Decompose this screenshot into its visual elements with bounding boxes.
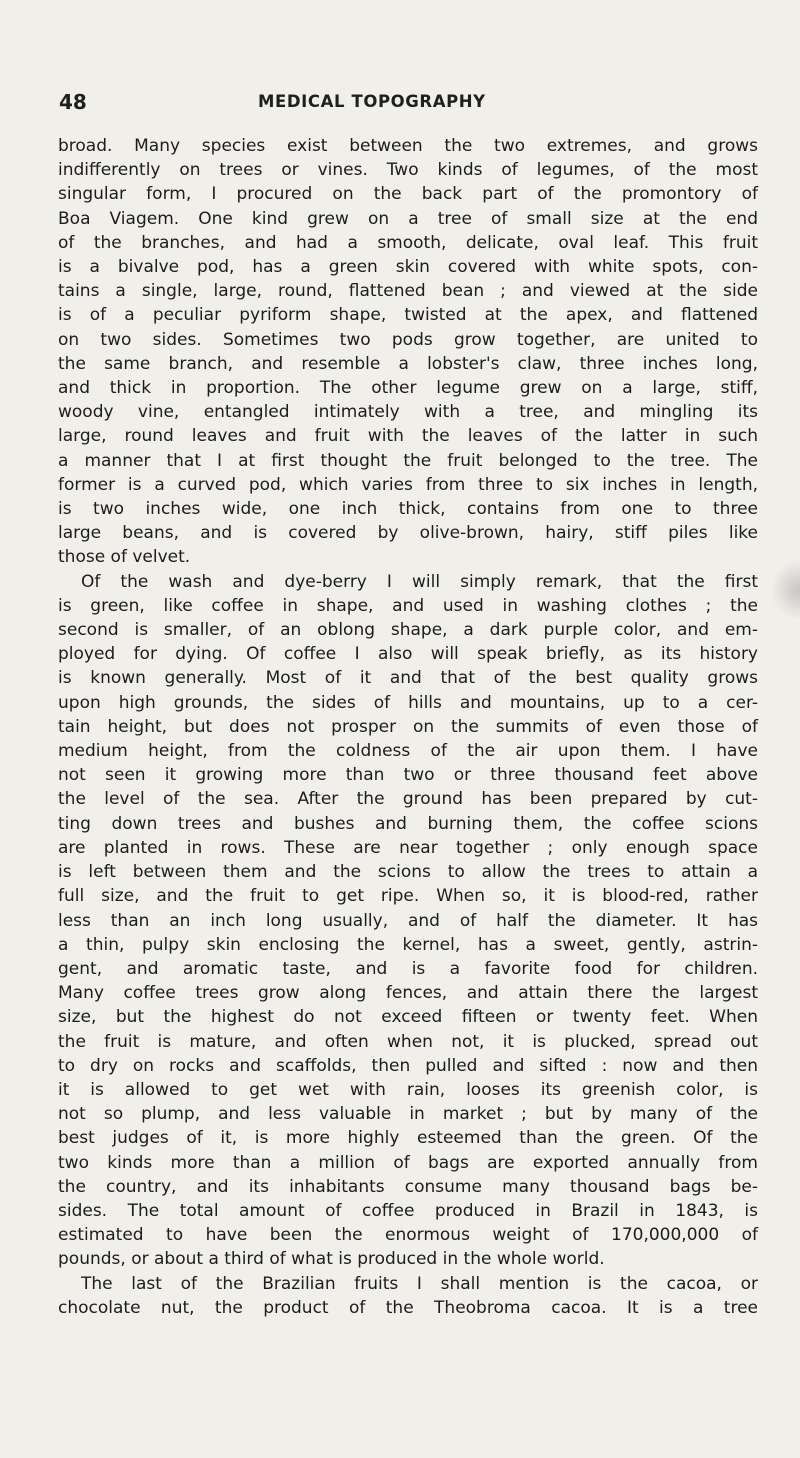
text-line: pounds, or about a third of what is produced in the whole world.: [58, 1249, 605, 1270]
text-line: two kinds more than a million of bags are exported annually from: [58, 1152, 758, 1173]
text-line: the level of the sea. After the ground has been prepared by cut-: [58, 789, 758, 810]
text-line: the country, and its inhabitants consume many thousand bags be-: [58, 1176, 758, 1197]
text-line: Many coffee trees grow along fences, and attain there the largest: [58, 983, 758, 1004]
text-line: size, but the highest do not exceed fifteen or twenty feet. When: [58, 1007, 758, 1028]
text-line: second is smaller, of an oblong shape, a dark purple color, and em-: [58, 620, 758, 641]
text-line: are planted in rows. These are near together ; only enough space: [58, 837, 758, 858]
text-line: a manner that I at first thought the fruit belonged to the tree. The: [58, 450, 758, 471]
text-line: upon high grounds, the sides of hills and mountains, up to a cer-: [58, 692, 758, 713]
text-line: is two inches wide, one inch thick, contains from one to three: [58, 499, 758, 520]
text-line: is left between them and the scions to allow the trees to attain a: [58, 862, 758, 883]
text-line: full size, and the fruit to get ripe. When so, it is blood-red, rather: [58, 886, 758, 907]
text-line: best judges of it, is more highly esteemed than the green. Of the: [58, 1128, 758, 1149]
page-header: [0, 90, 800, 120]
text-line: medium height, from the coldness of the air upon them. I have: [58, 741, 758, 762]
body-text: [58, 134, 758, 1320]
text-line: broad. Many species exist between the two extremes, and grows: [58, 136, 758, 156]
text-line: ting down trees and bushes and burning them, the coffee scions: [58, 813, 758, 834]
text-line: Boa Viagem. One kind grew on a tree of small size at the end: [58, 208, 758, 229]
text-line: and thick in proportion. The other legume grew on a large, stiff,: [58, 378, 758, 399]
text-line: The last of the Brazilian fruits I shall mention is the cacoa, or: [81, 1273, 758, 1294]
text-line: singular form, I procured on the back part of the promontory of: [58, 184, 758, 205]
text-line: to dry on rocks and scaffolds, then pulled and sifted : now and then: [58, 1055, 758, 1076]
text-line: not so plump, and less valuable in market ; but by many of the: [58, 1104, 758, 1125]
text-line: is green, like coffee in shape, and used in washing clothes ; the: [58, 595, 758, 616]
text-line: less than an inch long usually, and of half the diameter. It has: [58, 910, 758, 931]
text-line: tain height, but does not prosper on the summits of even those of: [58, 716, 758, 737]
text-line: former is a curved pod, which varies from three to six inches in length,: [58, 474, 758, 495]
page-number: 48: [59, 90, 87, 114]
text-line: it is allowed to get wet with rain, looses its greenish color, is: [58, 1079, 758, 1100]
text-line: on two sides. Sometimes two pods grow together, are united to: [58, 329, 758, 350]
text-line: is a bivalve pod, has a green skin covered with white spots, con-: [58, 257, 758, 278]
text-line: the same branch, and resemble a lobster's claw, three inches long,: [58, 353, 758, 374]
text-line: tains a single, large, round, flattened bean ; and viewed at the side: [58, 281, 758, 302]
text-line: Of the wash and dye-berry I will simply remark, that the first: [81, 571, 758, 592]
text-line: large beans, and is covered by olive-brown, hairy, stiff piles like: [58, 523, 758, 544]
text-line: of the branches, and had a smooth, delicate, oval leaf. This fruit: [58, 232, 758, 253]
text-line: not seen it growing more than two or three thousand feet above: [58, 765, 758, 786]
text-line: is of a peculiar pyriform shape, twisted at the apex, and flattened: [58, 305, 758, 326]
text-line: large, round leaves and fruit with the leaves of the latter in such: [58, 426, 758, 447]
text-line: woody vine, entangled intimately with a tree, and mingling its: [58, 402, 758, 423]
text-line: the fruit is mature, and often when not, it is plucked, spread out: [58, 1031, 758, 1052]
page-edge-shadow: [770, 560, 800, 620]
text-line: estimated to have been the enormous weight of 170,000,000 of: [58, 1225, 758, 1246]
text-line: indifferently on trees or vines. Two kinds of legumes, of the most: [58, 160, 758, 181]
text-line: is known generally. Most of it and that of the best quality grows: [58, 668, 758, 689]
text-line: a thin, pulpy skin enclosing the kernel, has a sweet, gently, astrin-: [58, 934, 758, 955]
text-line: ployed for dying. Of coffee I also will speak briefly, as its history: [58, 644, 758, 665]
text-line: those of velvet.: [58, 547, 191, 568]
running-head: MEDICAL TOPOGRAPHY: [258, 92, 486, 111]
text-line: sides. The total amount of coffee produced in Brazil in 1843, is: [58, 1200, 758, 1221]
text-line: chocolate nut, the product of the Theobroma cacoa. It is a tree: [58, 1297, 758, 1318]
text-line: gent, and aromatic taste, and is a favorite food for children.: [58, 958, 758, 979]
